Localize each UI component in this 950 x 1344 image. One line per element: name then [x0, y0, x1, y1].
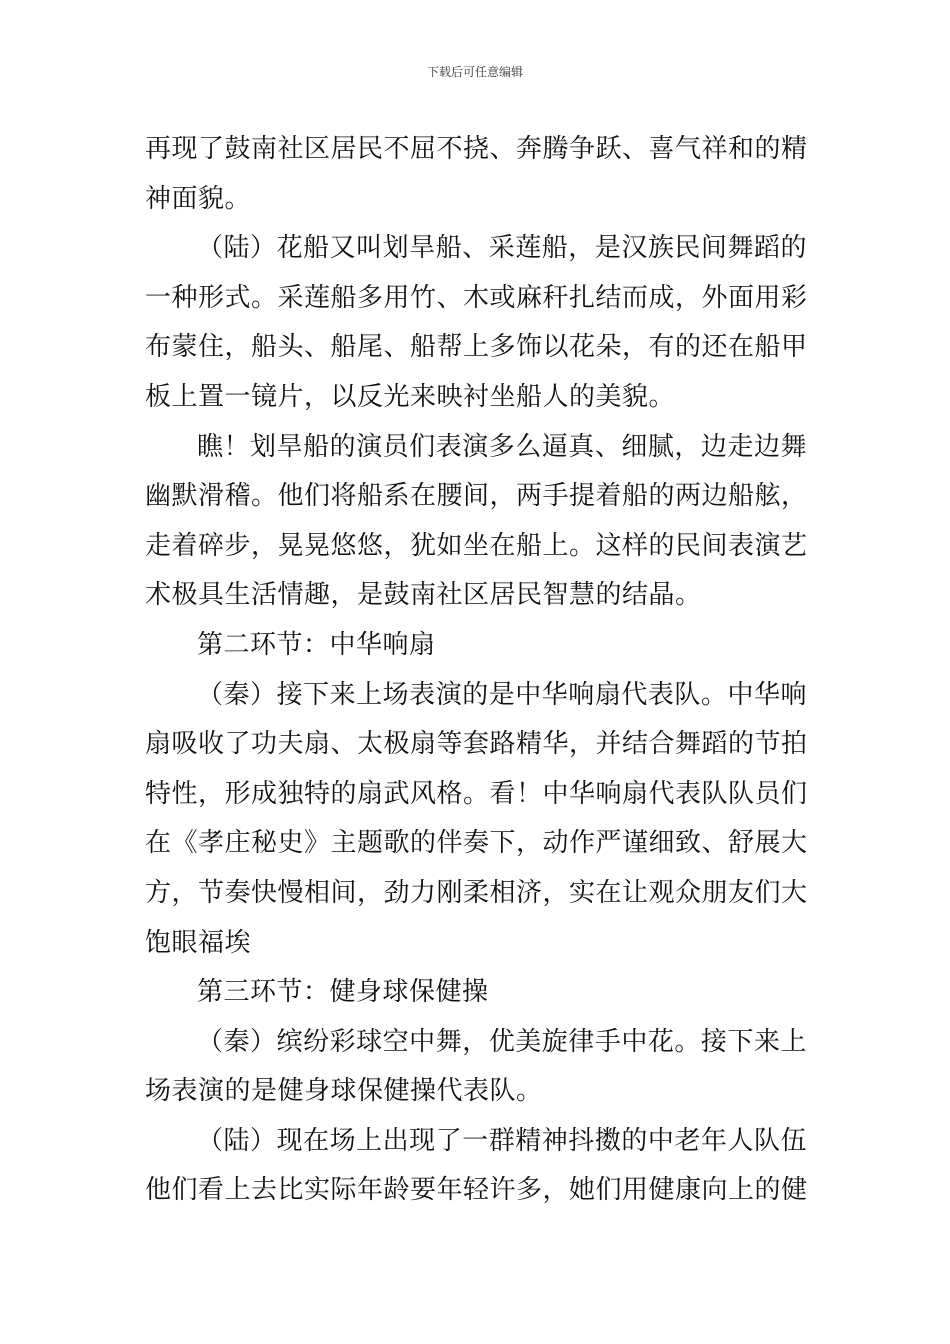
text-line: 神面貌。	[145, 183, 252, 214]
page-header: 下载后可任意编辑	[426, 65, 523, 79]
text-line: 特性，形成独特的扇武风格。看！中华响扇代表队队员们	[145, 778, 808, 809]
text-line: 瞧！划旱船的演员们表演多么逼真、细腻，边走边舞	[197, 431, 807, 462]
section-heading: 第二环节：中华响扇	[197, 629, 436, 660]
text-line: （秦）接下来上场表演的是中华响扇代表队。中华响	[197, 679, 807, 710]
text-line: 布蒙住，船头、船尾、船帮上多饰以花朵，有的还在船甲	[145, 332, 808, 363]
text-line: （陆）现在场上出现了一群精神抖擞的中老年人队伍	[197, 1125, 807, 1156]
document-body	[145, 125, 807, 1216]
text-line: 场表演的是健身球保健操代表队。	[145, 1076, 543, 1107]
text-line: 饱眼福埃	[145, 927, 252, 958]
text-line: 术极具生活情趣，是鼓南社区居民智慧的结晶。	[145, 580, 702, 611]
text-line: 在《孝庄秘史》主题歌的伴奏下，动作严谨细致、舒展大	[145, 828, 808, 859]
text-line: 幽默滑稽。他们将船系在腰间，两手提着船的两边船舷，	[145, 481, 808, 512]
text-line: 扇吸收了功夫扇、太极扇等套路精华，并结合舞蹈的节拍	[145, 729, 808, 760]
section-heading: 第三环节：健身球保健操	[197, 977, 489, 1008]
text-line: 走着碎步，晃晃悠悠，犹如坐在船上。这样的民间表演艺	[145, 530, 808, 561]
text-line: 一种形式。采莲船多用竹、木或麻秆扎结而成，外面用彩	[145, 282, 808, 313]
text-line: 再现了鼓南社区居民不屈不挠、奔腾争跃、喜气祥和的精	[145, 134, 808, 164]
text-line: （秦）缤纷彩球空中舞，优美旋律手中花。接下来上	[197, 1026, 807, 1057]
text-line: 方，节奏快慢相间，劲力刚柔相济，实在让观众朋友们大	[145, 877, 808, 908]
text-line: 他们看上去比实际年龄要年轻许多，她们用健康向上的健	[145, 1175, 808, 1206]
text-line: （陆）花船又叫划旱船、采莲船，是汉族民间舞蹈的	[197, 233, 807, 264]
text-line: 板上置一镜片，以反光来映衬坐船人的美貌。	[145, 381, 676, 412]
